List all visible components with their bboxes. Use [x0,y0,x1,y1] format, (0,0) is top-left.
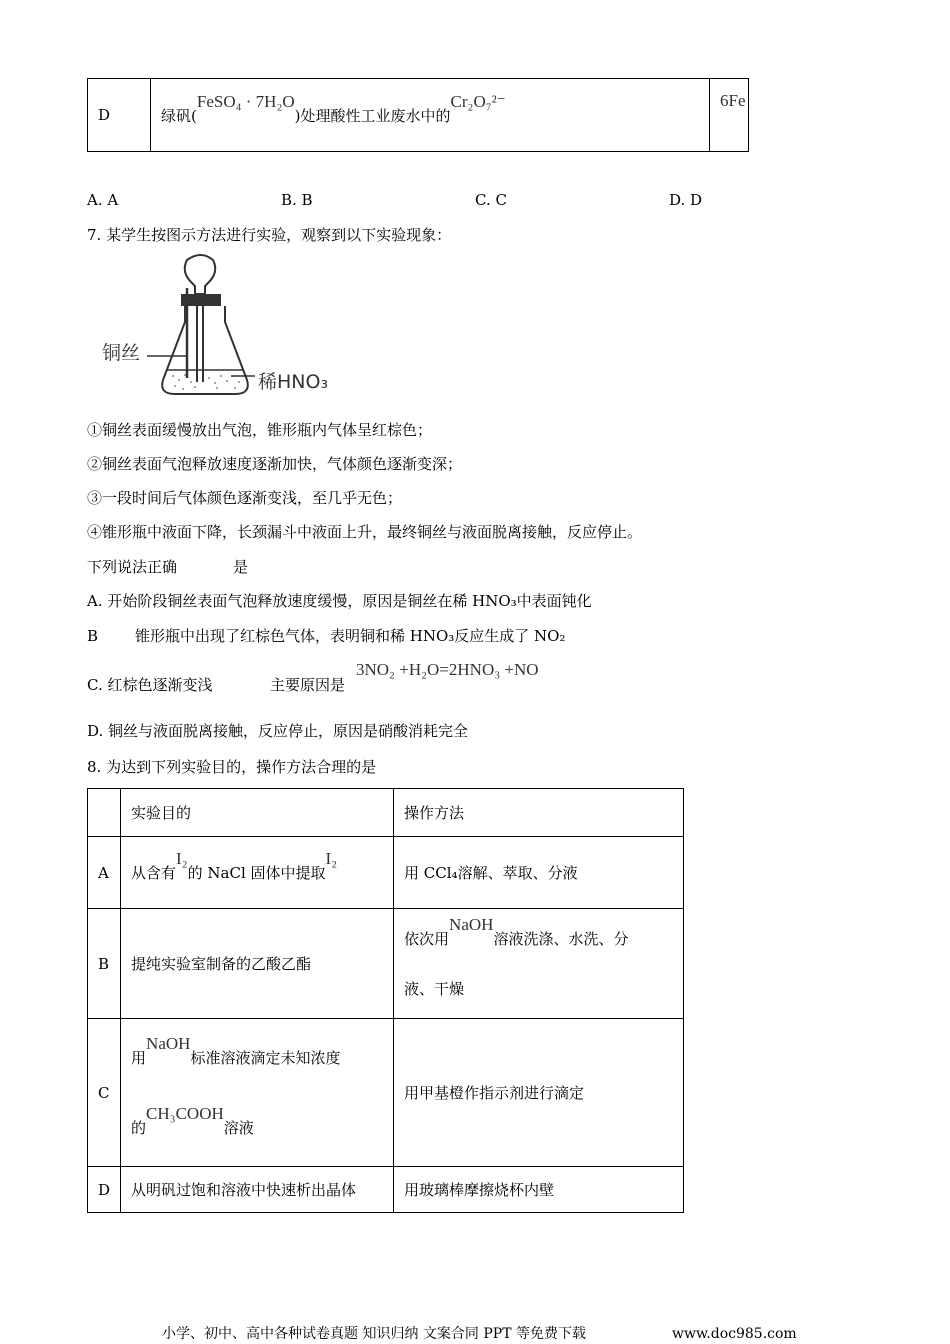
q6-row-content [151,79,710,152]
q7-ask-b: 是 [233,558,249,576]
formula-naoh: NaOH [449,914,494,934]
formula-i2: I₂ [176,849,188,868]
q7-option-a: A. 开始阶段铜丝表面气泡释放速度缓慢，原因是铜丝在稀 HNO₃中表面钝化 [87,592,592,610]
q8-row-a [88,837,684,909]
q6-text-a: 绿矾( [161,106,197,125]
q8-row-d [88,1167,684,1213]
q7-option-c-formula: 3NO₂ +H₂O=2HNO₃ +NO [356,660,539,679]
q8-stem: 8. 为达到下列实验目的，操作方法合理的是 [87,758,377,776]
q7-observation-2: ②铜丝表面气泡释放速度逐渐加快，气体颜色逐渐变深； [87,455,463,473]
q7-option-d: D. 铜丝与液面脱离接触，反应停止，原因是硝酸消耗完全 [87,722,469,740]
q8-row-c-method: 用甲基橙作指示剂进行滴定 [394,1019,684,1167]
q6-formula-a: FeSO₄ · 7H₂O [196,91,295,111]
q7-option-c-a: C. 红棕色逐渐变浅 [87,676,213,694]
q7-observation-3: ③一段时间后气体颜色逐渐变浅，至几乎无色； [87,489,403,507]
q7-stem: 7. 某学生按图示方法进行实验，观察到以下实验现象： [87,226,452,244]
q6-row-label: D [88,79,151,152]
q8-row-label: C [88,1019,121,1167]
q8-header-method: 操作方法 [394,789,684,837]
q7-option-c-b: 主要原因是 [270,676,346,694]
q6-option-b: B. B [281,191,313,209]
formula-i2: I₂ [325,849,338,868]
q6-option-c: C. C [475,191,507,209]
q8-table [87,788,684,1213]
q6-formula-b: Cr₂O₇²⁻ [450,91,506,111]
q6-option-a: A. A [87,191,119,209]
q8-row-c-purpose: 用NaOH标准溶液滴定未知浓度 的CH₃COOH溶液 [121,1019,394,1167]
q8-row-label: D [88,1167,121,1213]
q8-row-b-purpose: 提纯实验室制备的乙酸乙酯 [121,909,394,1019]
q8-row-a-method: 用 CCl₄溶解、萃取、分液 [394,837,684,909]
formula-naoh: NaOH [146,1033,191,1053]
q8-row-d-purpose: 从明矾过饱和溶液中快速析出晶体 [121,1167,394,1213]
q6-table-row-d [87,78,749,152]
q8-header-purpose: 实验目的 [121,789,394,837]
q8-row-b [88,909,684,1019]
q8-row-c [88,1019,684,1167]
q6-row-result: 6Fe [710,79,749,152]
q8-row-a-purpose: 从含有I₂的 NaCl 固体中提取I₂ [121,837,394,909]
q7-observation-4: ④锥形瓶中液面下降，长颈漏斗中液面上升，最终铜丝与液面脱离接触，反应停止。 [87,523,643,541]
q7-option-b-label: B [87,627,99,645]
label-dilute-hno3: 稀HNO₃ [258,371,329,393]
q8-header-blank [88,789,121,837]
q8-row-d-method: 用玻璃棒摩擦烧杯内壁 [394,1167,684,1213]
footer-url[interactable]: www.doc985.com [672,1326,797,1342]
formula-ch3cooh: CH₃COOH [146,1103,224,1123]
q8-row-label: A [88,837,121,909]
funnel-bulb [185,255,216,294]
q8-row-label: B [88,909,121,1019]
q6-option-d: D. D [669,191,703,209]
footer-text: 小学、初中、高中各种试卷真题 知识归纳 文案合同 PPT 等免费下载 [162,1326,586,1342]
q6-text-b: )处理酸性工业废水中的 [294,106,451,125]
q7-observation-1: ①铜丝表面缓慢放出气泡，锥形瓶内气体呈红棕色； [87,421,433,439]
q7-ask-a: 下列说法正确 [87,558,178,576]
label-copper-wire: 铜丝 [102,342,141,364]
conical-flask [162,306,248,394]
q7-option-b-text: 锥形瓶中出现了红棕色气体，表明铜和稀 HNO₃反应生成了 NO₂ [135,627,566,645]
q8-row-b-method: 依次用NaOH溶液洗涤、水洗、分 液、干燥 [394,909,684,1019]
